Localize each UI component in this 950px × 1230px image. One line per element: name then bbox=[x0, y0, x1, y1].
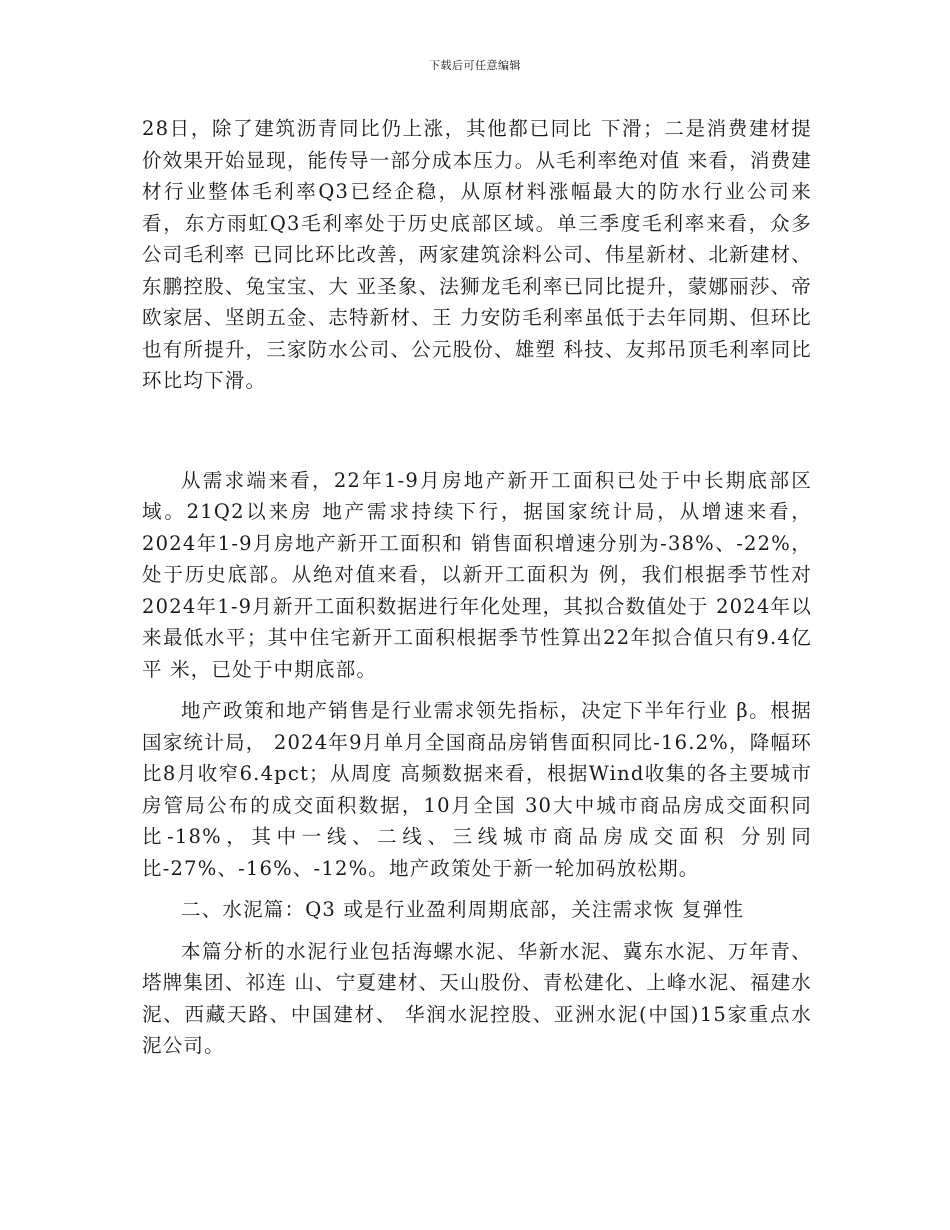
page-header: 下载后可任意编辑 bbox=[429, 59, 521, 72]
paragraph-gross-margin: 28日，除了建筑沥青同比仍上涨，其他都已同比 下滑；二是消费建材提价效果开始显现，能传导一部分成本压力。从毛利率绝对值 来看，消费建材行业整体毛利率Q3已经企稳，从原材料涨幅最大的防水行业公司来 看，东方雨虹Q3毛利率处于历史底部区域。单三季度毛利率来看，众多公司毛利率 已同比环比改善，两家建筑涂料公司、伟星新材、北新建材、东鹏控股、兔宝宝、大 亚圣象、法狮龙毛利率已同比提升，蒙娜丽莎、帝欧家居、坚朗五金、志特新材、王 力安防毛利率虽低于去年同期、但环比也有所提升，三家防水公司、公元股份、雄塑 科技、友邦吊顶毛利率同比环比均下滑。 bbox=[142, 117, 812, 392]
paragraph-demand-side: 从需求端来看，22年1-9月房地产新开工面积已处于中长期底部区域。21Q2以来房 地产需求持续下行，据国家统计局，从增速来看，2024年1-9月房地产新开工面积和 销售面积增速分别为-38%、-22%，处于历史底部。从绝对值来看，以新开工面积为 例，我们根据季节性对2024年1-9月新开工面积数据进行年化处理，其拟合数值处于 2024年以来最低水平；其中住宅新开工面积根据季节性算出22年拟合值只有9.4亿平 米，已处于中期底部。 bbox=[142, 468, 812, 681]
document-body bbox=[142, 113, 812, 1062]
paragraph-policy-sales: 地产政策和地产销售是行业需求领先指标，决定下半年行业 β。根据国家统计局， 2024年9月单月全国商品房销售面积同比-16.2%，降幅环比8月收窄6.4pct；从周度 高频数据来看，根据Wind收集的各主要城市房管局公布的成交面积数据，10月全国 30大中城市商品房成交面积同比-18%，其中一线、二线、三线城市商品房成交面积 分别同比-27%、-16%、-12%。地产政策处于新一轮加码放松期。 bbox=[142, 699, 812, 880]
section-heading-cement: 二、水泥篇：Q3 或是行业盈利周期底部，关注需求恢 复弹性 bbox=[181, 898, 745, 921]
paragraph-cement-companies: 本篇分析的水泥行业包括海螺水泥、华新水泥、冀东水泥、万年青、塔牌集团、祁连 山、宁夏建材、天山股份、青松建化、上峰水泥、福建水泥、西藏天路、中国建材、 华润水泥控股、亚洲水泥(中国)15家重点水泥公司。 bbox=[142, 939, 812, 1057]
